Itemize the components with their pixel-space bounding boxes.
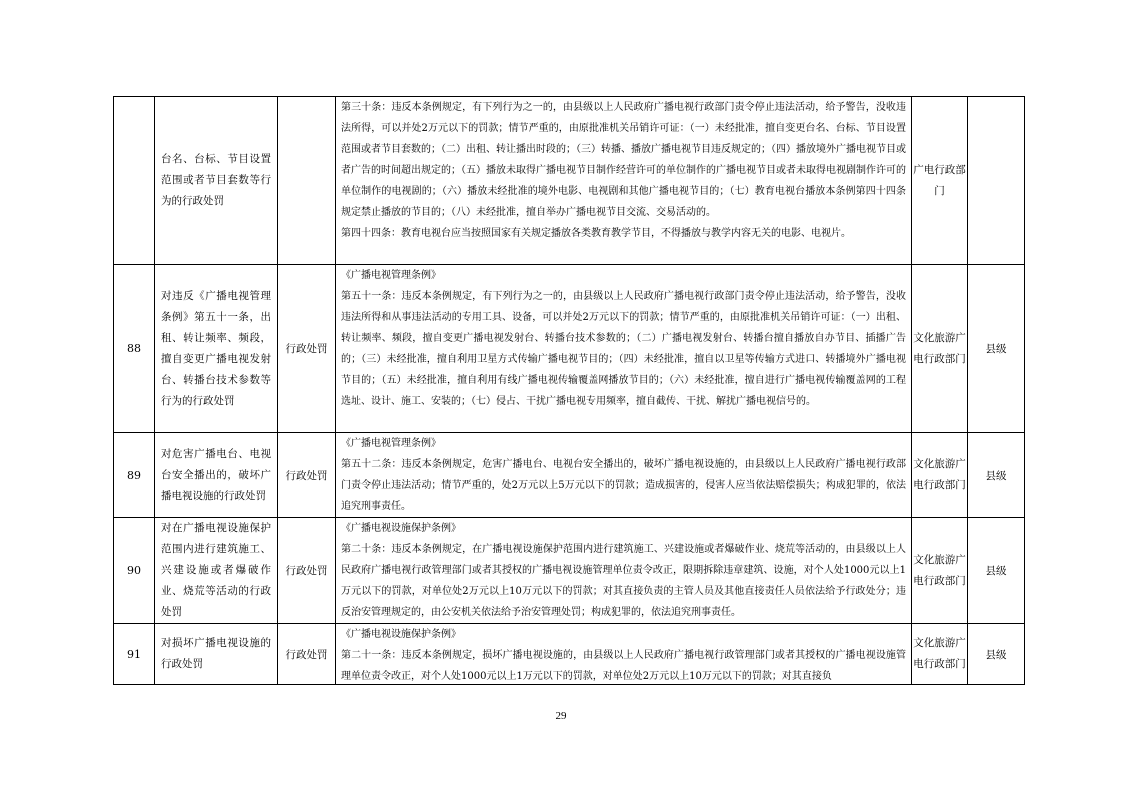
table-row <box>114 97 1025 265</box>
basis-paragraph: 《广播电视管理条例》 <box>341 438 441 449</box>
row-number: 89 <box>114 433 155 518</box>
basis-paragraph: 第五十二条：违反本条例规定，危害广播电台、电视台安全播出的，破坏广播电视设施的，由县级以上人民政府广播电视行政部门责令停止违法活动；情节严重的，处2万元以上5万元以下的罚款；造成损害的，侵害人应当依法赔偿损失；构成犯罪的，依法追究刑事责任。 <box>341 459 906 512</box>
jurisdiction-level: 县级 <box>968 265 1025 433</box>
responsible-department: 文化旅游广电行政部门 <box>912 265 968 433</box>
basis-paragraph: 《广播电视管理条例》 <box>341 270 441 281</box>
legal-basis <box>336 265 912 433</box>
jurisdiction-level: 县级 <box>968 518 1025 624</box>
item-name: 对损坏广播电视设施的行政处罚 <box>155 624 278 685</box>
item-category: 行政处罚 <box>278 624 336 685</box>
basis-paragraph: 第二十一条：违反本条例规定，损坏广播电视设施的，由县级以上人民政府广播电视行政管理部门或者其授权的广播电视设施管理单位责令改正，对个人处1000元以上1万元以下的罚款，对单位处2万元以上10万元以下的罚款；对其直接负 <box>341 650 906 682</box>
legal-basis <box>336 624 912 685</box>
basis-paragraph: 《广播电视设施保护条例》 <box>341 629 461 640</box>
item-category <box>278 97 336 265</box>
item-category: 行政处罚 <box>278 518 336 624</box>
table-row <box>114 624 1025 685</box>
table-row <box>114 518 1025 624</box>
basis-paragraph: 第二十条：违反本条例规定，在广播电视设施保护范围内进行建筑施工、兴建设施或者爆破作业、烧荒等活动的，由县级以上人民政府广播电视行政管理部门或者其授权的广播电视设施管理单位责令改正，限期拆除违章建筑、设施，对个人处1000元以上1万元以下的罚款，对单位处2万元以上10万元以下的罚款；对其直接负责的主管人员及其他直接责任人员依法给予行政处分；违反治安管理规定的，由公安机关依法给予治安管理处罚；构成犯罪的，依法追究刑事责任。 <box>341 544 906 618</box>
responsible-department: 文化旅游广电行政部门 <box>912 433 968 518</box>
item-name: 对违反《广播电视管理条例》第五十一条，出租、转让频率、频段，擅自变更广播电视发射台、转播台技术参数等行为的行政处罚 <box>155 265 278 433</box>
legal-basis <box>336 97 912 265</box>
item-category: 行政处罚 <box>278 265 336 433</box>
responsible-department: 文化旅游广电行政部门 <box>912 518 968 624</box>
jurisdiction-level: 县级 <box>968 433 1025 518</box>
legal-basis <box>336 433 912 518</box>
legal-basis <box>336 518 912 624</box>
row-number: 88 <box>114 265 155 433</box>
jurisdiction-level <box>968 97 1025 265</box>
basis-paragraph: 第四十四条：教育电视台应当按照国家有关规定播放各类教育教学节目，不得播放与教学内容无关的电影、电视片。 <box>341 228 851 239</box>
row-number: 90 <box>114 518 155 624</box>
basis-clip <box>341 624 906 684</box>
responsible-department: 广电行政部门 <box>912 97 968 265</box>
jurisdiction-level: 县级 <box>968 624 1025 685</box>
item-name: 台名、台标、节目设置范围或者节目套数等行为的行政处罚 <box>155 97 278 265</box>
page-number: 29 <box>555 710 567 722</box>
basis-paragraph: 第三十条：违反本条例规定，有下列行为之一的，由县级以上人民政府广播电视行政部门责令停止违法活动，给予警告，没收违法所得，可以并处2万元以下的罚款；情节严重的，由原批准机关吊销许可证：（一）未经批准，擅自变更台名、台标、节目设置范围或者节目套数的；（二）出租、转让播出时段的；（三）转播、播放广播电视节目违反规定的；（四）播放境外广播电视节目或者广告的时间超出规定的；（五）播放未取得广播电视节目制作经营许可的单位制作的广播电视节目或者未取得电视剧制作许可的单位制作的电视剧的；（六）播放未经批准的境外电影、电视剧和其他广播电视节目的；（七）教育电视台播放本条例第四十四条规定禁止播放的节目的；（八）未经批准，擅自举办广播电视节目交流、交易活动的。 <box>341 102 906 218</box>
table-row <box>114 433 1025 518</box>
basis-paragraph: 第五十一条：违反本条例规定，有下列行为之一的，由县级以上人民政府广播电视行政部门责令停止违法活动，给予警告，没收违法所得和从事违法活动的专用工具、设备，可以并处2万元以下的罚款；情节严重的，由原批准机关吊销许可证：（一）出租、转让频率、频段，擅自变更广播电视发射台、转播台技术参数的；（二）广播电视发射台、转播台擅自播放自办节目、插播广告的；（三）未经批准，擅自利用卫星方式传输广播电视节目的；（四）未经批准，擅自以卫星等传输方式进口、转播境外广播电视节目的；（五）未经批准，擅自利用有线广播电视传输覆盖网播放节目的；（六）未经批准，擅自进行广播电视传输覆盖网的工程选址、设计、施工、安装的；（七）侵占、干扰广播电视专用频率，擅自截传、干扰、解扰广播电视信号的。 <box>341 291 906 407</box>
item-category: 行政处罚 <box>278 433 336 518</box>
row-number: 91 <box>114 624 155 685</box>
row-number <box>114 97 155 265</box>
item-name: 对危害广播电台、电视台安全播出的，破坏广播电视设施的行政处罚 <box>155 433 278 518</box>
regulation-table <box>113 96 1025 685</box>
item-name: 对在广播电视设施保护范围内进行建筑施工、兴建设施或者爆破作业、烧荒等活动的行政处罚 <box>155 518 278 624</box>
responsible-department: 文化旅游广电行政部门 <box>912 624 968 685</box>
basis-paragraph: 《广播电视设施保护条例》 <box>341 523 461 534</box>
table-row <box>114 265 1025 433</box>
